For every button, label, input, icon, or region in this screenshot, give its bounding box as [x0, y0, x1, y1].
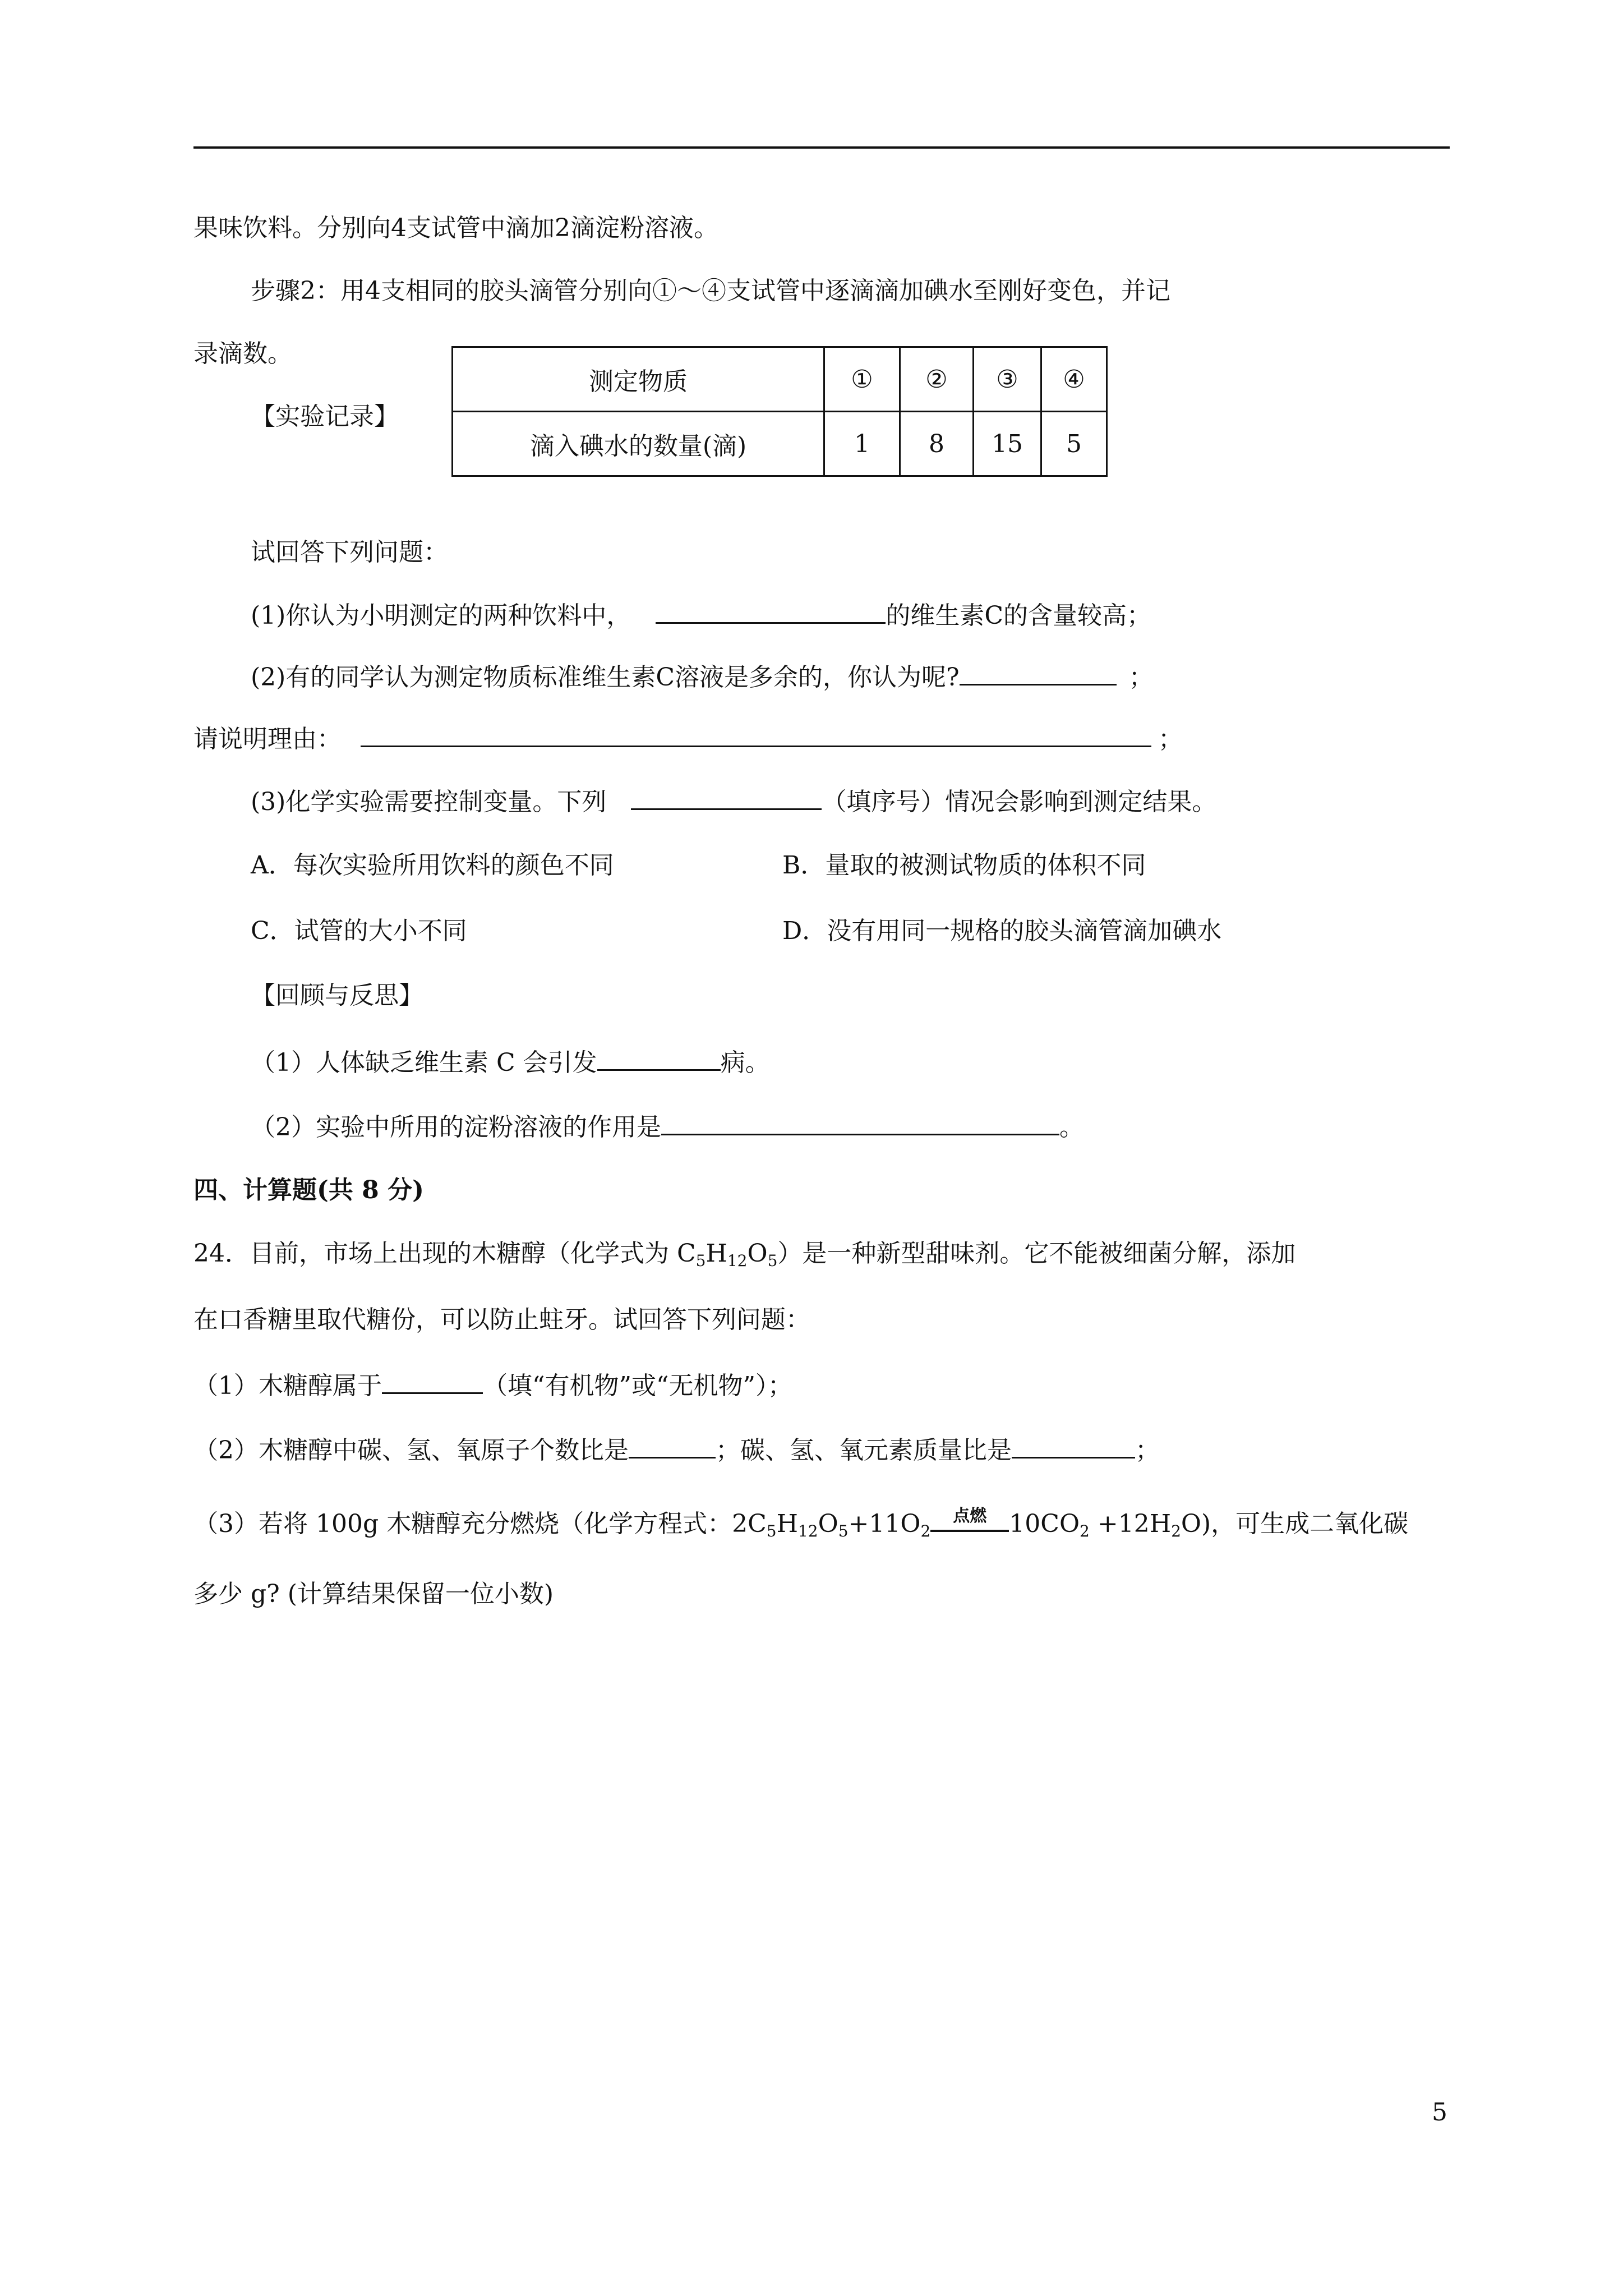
sub-question-3-text: （3）若将 100g 木糖醇充分燃烧（化学方程式：2C: [193, 1510, 767, 1538]
answer-blank[interactable]: [629, 1432, 716, 1458]
formula-subscript: 2: [920, 1522, 931, 1540]
table-cell: ②: [900, 347, 974, 412]
header-rule: [193, 146, 1450, 149]
step2-line: 步骤2：用4支相同的胶头滴管分别向①～④支试管中逐滴滴加碘水至刚好变色，并记: [251, 277, 1170, 305]
question-24-text: 24．目前，市场上出现的木糖醇（化学式为 C: [193, 1239, 696, 1268]
table-header-cell: 滴入碘水的数量(滴): [453, 412, 824, 476]
review-question-1: [251, 1045, 770, 1080]
question-3-text: (3)化学实验需要控制变量。下列: [251, 788, 607, 816]
formula-subscript: 2: [1171, 1522, 1181, 1540]
review-question-2-suffix: 。: [1059, 1113, 1084, 1142]
formula-subscript: 5: [695, 1251, 706, 1270]
table-row: [453, 412, 1107, 476]
table-cell: 1: [824, 412, 900, 476]
sub-question-2-middle: ；碳、氢、氧元素质量比是: [716, 1436, 1012, 1465]
table-cell: ④: [1041, 347, 1107, 412]
sub-question-1-suffix: （填“有机物”或“无机物”）；: [483, 1372, 792, 1400]
formula-subscript: 2: [1080, 1522, 1090, 1540]
review-question-2: [251, 1109, 1084, 1144]
option-a: A．每次实验所用饮料的颜色不同: [251, 851, 614, 880]
table-row: [453, 347, 1107, 412]
review-question-2-text: （2）实验中所用的淀粉溶液的作用是: [251, 1113, 661, 1142]
formula-element: H: [776, 1510, 798, 1538]
question-2-suffix: ；: [1128, 663, 1154, 692]
sub-question-2-suffix: ；: [1135, 1436, 1160, 1465]
option-d: D．没有用同一规格的胶头滴管滴加碘水: [782, 917, 1222, 945]
formula-part: 10CO: [1009, 1510, 1080, 1538]
answer-blank[interactable]: [656, 597, 886, 624]
table-header-cell: 测定物质: [453, 347, 824, 412]
formula-element: O: [747, 1239, 768, 1268]
formula-part: +11O: [848, 1510, 921, 1538]
question-1-suffix: 的维生素C的含量较高；: [886, 601, 1151, 630]
option-c: C．试管的大小不同: [251, 917, 467, 945]
sub-question-2-text: （2）木糖醇中碳、氢、氧原子个数比是: [193, 1436, 629, 1465]
formula-element: H: [706, 1239, 727, 1268]
table-cell: 8: [900, 412, 974, 476]
table-cell: ③: [974, 347, 1041, 412]
section-4-heading: 四、计算题(共 8 分): [193, 1176, 424, 1204]
formula-subscript: 5: [766, 1522, 777, 1540]
reaction-arrow: [930, 1506, 1009, 1532]
prompt-line: 试回答下列问题：: [251, 538, 448, 567]
experiment-record-table: [451, 346, 1108, 477]
option-b: B．量取的被测试物质的体积不同: [782, 851, 1146, 880]
question-2-text: (2)有的同学认为测定物质标准维生素C溶液是多余的，你认为呢?: [251, 663, 960, 692]
question-24-text-cont: ）是一种新型甜味剂。它不能被细菌分解，添加: [777, 1239, 1296, 1268]
formula-subscript: 5: [767, 1251, 778, 1270]
table-cell: ①: [824, 347, 900, 412]
question-2-reason-text: 请说明理由：: [193, 725, 342, 753]
sub-question-2: [193, 1432, 1160, 1467]
question-24-line-2: 在口香糖里取代糖份，可以防止蛀牙。试回答下列问题：: [193, 1305, 810, 1334]
sub-question-3: [193, 1507, 1408, 1541]
experiment-record-label: 【实验记录】: [251, 402, 399, 431]
intro-line: 果味饮料。分别向4支试管中滴加2滴淀粉溶液。: [193, 214, 718, 242]
answer-blank[interactable]: [361, 721, 1151, 747]
question-3: [251, 784, 1216, 819]
review-label: 【回顾与反思】: [251, 981, 423, 1010]
sub-question-3-line-2: 多少 g? (计算结果保留一位小数): [193, 1580, 554, 1608]
review-question-1-text: （1）人体缺乏维生素 C 会引发: [251, 1048, 597, 1077]
question-2-reason: [193, 721, 1183, 756]
answer-blank[interactable]: [661, 1109, 1059, 1135]
sub-question-1: [193, 1368, 792, 1403]
question-1-text: (1)你认为小明测定的两种饮料中，: [251, 601, 631, 630]
question-2: [251, 659, 1154, 694]
formula-part: +12H: [1089, 1510, 1172, 1538]
page-number: 5: [1432, 2098, 1447, 2127]
formula-subscript: 5: [838, 1522, 849, 1540]
answer-blank[interactable]: [960, 659, 1117, 685]
step2-continuation: 录滴数。: [193, 339, 292, 368]
table-cell: 15: [974, 412, 1041, 476]
question-1: [251, 597, 1151, 633]
reaction-condition: 点燃: [953, 1506, 987, 1526]
question-3-suffix: （填序号）情况会影响到测定结果。: [822, 788, 1217, 816]
review-question-1-suffix: 病。: [720, 1048, 770, 1077]
formula-element: O: [818, 1510, 838, 1538]
formula-subscript: 12: [797, 1522, 818, 1540]
answer-blank[interactable]: [1012, 1432, 1135, 1458]
formula-subscript: 12: [727, 1251, 748, 1270]
answer-blank[interactable]: [382, 1368, 483, 1394]
answer-blank[interactable]: [597, 1045, 721, 1071]
sub-question-1-text: （1）木糖醇属于: [193, 1372, 382, 1400]
sub-question-3-suffix: O)，可生成二氧化碳: [1181, 1510, 1409, 1538]
question-2-reason-suffix: ；: [1158, 725, 1183, 753]
answer-blank[interactable]: [631, 784, 822, 810]
table-cell: 5: [1041, 412, 1107, 476]
question-24-line-1: [193, 1237, 1295, 1271]
